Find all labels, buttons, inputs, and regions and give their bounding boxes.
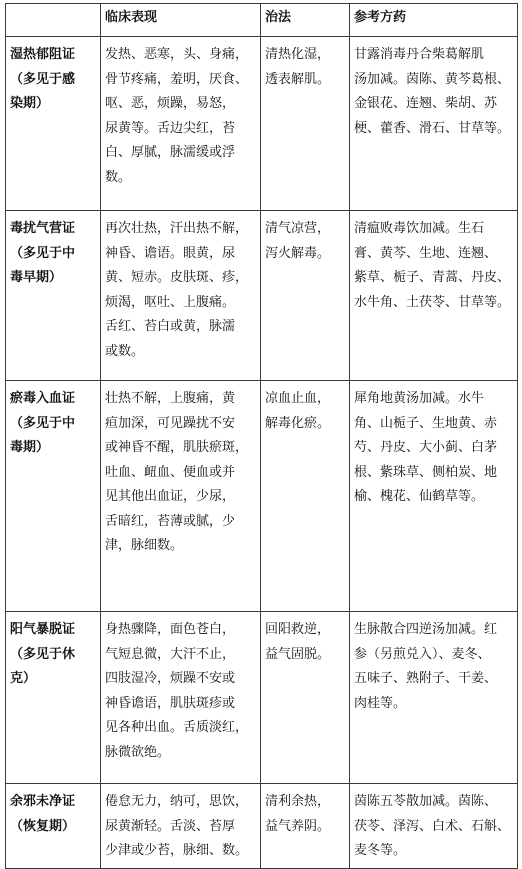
syndrome-cell-line: （多见于中 xyxy=(10,245,76,261)
method-cell xyxy=(261,784,350,869)
prescription-cell-line: 甘露消毒丹合柴葛解肌 xyxy=(354,47,485,62)
manifestation-cell-line: 烦渴，呕吐、上腹痛。 xyxy=(105,294,236,310)
table-row xyxy=(6,211,518,381)
prescription-cell-line: 水牛角、土茯苓、甘草等。 xyxy=(354,294,511,310)
header-cell-syndrome xyxy=(6,4,101,37)
syndrome-cell-line: （多见于中 xyxy=(10,415,76,431)
manifestation-cell-line: 或神昏不醒，肌肤瘀斑， xyxy=(105,440,249,455)
prescription-cell-line: 膏、黄芩、生地、连翘、 xyxy=(354,245,498,261)
method-cell-line: 泻火解毒。 xyxy=(265,245,331,261)
manifestation-cell-line: 津，脉细数。 xyxy=(105,538,184,553)
manifestation-cell-line: 疸加深，可见躁扰不安 xyxy=(105,415,236,431)
manifestation-cell-line: 少津或少苔，脉细、数。 xyxy=(105,843,249,858)
syndrome-cell xyxy=(6,612,101,784)
prescription-cell-line: 茯苓、泽泻、白术、石斛、 xyxy=(354,818,511,834)
prescription-cell-line: 犀角地黄汤加减。水牛 xyxy=(354,391,485,406)
method-cell xyxy=(261,37,350,211)
prescription-cell-line: 根、紫珠草、侧柏炭、地 xyxy=(354,464,498,480)
table-row xyxy=(6,37,518,211)
syndrome-cell-line: （多见于感 xyxy=(10,71,76,87)
method-cell xyxy=(261,211,350,381)
manifestation-cell-line: 数。 xyxy=(105,169,132,185)
prescription-cell-line: 五味子、熟附子、干姜、 xyxy=(354,671,498,686)
prescription-cell-line: 生脉散合四逆汤加减。红 xyxy=(354,622,498,637)
prescription-cell xyxy=(350,37,518,211)
syndrome-cell xyxy=(6,381,101,612)
prescription-cell xyxy=(350,784,518,869)
manifestation-cell-line: 神昏谵语，肌肤斑疹或 xyxy=(105,695,236,711)
manifestation-cell-line: 身热骤降，面色苍白， xyxy=(105,622,236,637)
prescription-cell-line: 汤加减。茵陈、黄芩葛根、 xyxy=(354,71,511,87)
method-cell-line: 透表解肌。 xyxy=(265,71,331,87)
prescription-cell-line: 紫草、栀子、青蒿、丹皮、 xyxy=(354,270,511,285)
syndrome-cell-line: 染期） xyxy=(10,96,50,111)
manifestation-cell xyxy=(101,612,261,784)
syndrome-cell-line: 毒期） xyxy=(10,440,50,455)
prescription-cell-line: 麦冬等。 xyxy=(354,843,407,858)
syndrome-cell xyxy=(6,211,101,381)
syndrome-cell-line: 余邪未净证 xyxy=(10,794,76,809)
prescription-cell-line: 金银花、连翘、柴胡、苏 xyxy=(354,96,498,111)
manifestation-cell-line: 见各种出血。舌质淡红， xyxy=(105,720,249,735)
prescription-cell-line: 肉桂等。 xyxy=(354,695,407,711)
prescription-cell-line: 芍、丹皮、大小蓟、白茅 xyxy=(354,440,498,455)
prescription-cell-line: 角、山栀子、生地黄、赤 xyxy=(354,415,498,431)
method-cell xyxy=(261,612,350,784)
prescription-cell-line: 梗、藿香、滑石、甘草等。 xyxy=(354,120,511,136)
manifestation-cell-line: 吐血、衄血、便血或并 xyxy=(105,464,236,480)
manifestation-cell-line: 舌红、苔白或黄，脉濡 xyxy=(105,319,236,334)
syndrome-cell-line: 毒早期） xyxy=(10,270,63,285)
syndrome-cell-line: 瘀毒入血证 xyxy=(10,391,76,406)
prescription-cell-line: 清瘟败毒饮加减。生石 xyxy=(354,221,485,236)
method-cell-line: 益气养阴。 xyxy=(265,818,331,834)
method-cell-line: 益气固脱。 xyxy=(265,646,331,662)
method-cell xyxy=(261,381,350,612)
manifestation-cell-line: 尿黄渐轻。舌淡、苔厚 xyxy=(105,818,236,834)
method-cell-line: 凉血止血， xyxy=(265,391,331,406)
syndrome-cell-line: 湿热郁阻证 xyxy=(10,47,76,62)
manifestation-cell-line: 四肢湿冷，烦躁不安或 xyxy=(105,671,236,686)
manifestation-cell xyxy=(101,381,261,612)
header-cell-method: 治法 xyxy=(261,4,350,37)
manifestation-cell-line: 或数。 xyxy=(105,343,145,359)
prescription-cell-line: 参（另煎兑入）、麦冬、 xyxy=(354,646,491,662)
manifestation-cell-line: 神昏、谵语。眼黄，尿 xyxy=(105,245,236,261)
manifestation-cell xyxy=(101,211,261,381)
table-row xyxy=(6,612,518,784)
manifestation-cell-line: 尿黄等。舌边尖红，苔 xyxy=(105,120,236,136)
table-body xyxy=(6,4,518,869)
syndrome-cell-line: 克） xyxy=(10,671,37,686)
syndrome-cell-line: 毒扰气营证 xyxy=(10,221,76,236)
prescription-cell-line: 榆、槐花、仙鹤草等。 xyxy=(354,489,485,504)
syndrome-cell-line: （恢复期） xyxy=(10,818,76,834)
prescription-cell xyxy=(350,211,518,381)
tcm-syndrome-table xyxy=(5,3,518,869)
prescription-cell xyxy=(350,612,518,784)
method-cell-line: 清气凉营， xyxy=(265,221,331,236)
manifestation-cell-line: 骨节疼痛，羞明，厌食、 xyxy=(105,71,249,87)
header-cell-prescription: 参考方药 xyxy=(350,4,518,37)
manifestation-cell-line: 再次壮热，汗出热不解， xyxy=(105,221,249,236)
manifestation-cell-line: 呕、恶，烦躁，易怒， xyxy=(105,96,236,111)
table-row xyxy=(6,784,518,869)
manifestation-cell-line: 见其他出血证，少尿， xyxy=(105,489,236,504)
syndrome-cell xyxy=(6,784,101,869)
table-row xyxy=(6,381,518,612)
manifestation-cell-line: 壮热不解，上腹痛，黄 xyxy=(105,391,236,406)
manifestation-cell-line: 白、厚腻，脉濡缓或浮 xyxy=(105,145,236,160)
table-header-row xyxy=(6,4,518,37)
method-cell-line: 清热化湿， xyxy=(265,47,331,62)
manifestation-cell-line: 气短息微，大汗不止， xyxy=(105,646,236,662)
method-cell-line: 回阳救逆， xyxy=(265,622,331,637)
prescription-cell xyxy=(350,381,518,612)
manifestation-cell xyxy=(101,784,261,869)
header-cell-manifestation: 临床表现 xyxy=(101,4,261,37)
manifestation-cell-line: 舌暗红，苔薄或腻，少 xyxy=(105,513,236,529)
manifestation-cell-line: 脉微欲绝。 xyxy=(105,744,171,760)
manifestation-cell-line: 发热、恶寒，头、身痛， xyxy=(105,47,249,62)
manifestation-cell-line: 黄、短赤。皮肤斑、疹， xyxy=(105,270,249,285)
syndrome-cell xyxy=(6,37,101,211)
method-cell-line: 解毒化瘀。 xyxy=(265,415,331,431)
syndrome-cell-line: 阳气暴脱证 xyxy=(10,622,76,637)
manifestation-cell xyxy=(101,37,261,211)
manifestation-cell-line: 倦怠无力，纳可，思饮， xyxy=(105,794,249,809)
prescription-cell-line: 茵陈五苓散加减。茵陈、 xyxy=(354,794,498,809)
method-cell-line: 清利余热， xyxy=(265,794,331,809)
syndrome-cell-line: （多见于休 xyxy=(10,646,76,662)
